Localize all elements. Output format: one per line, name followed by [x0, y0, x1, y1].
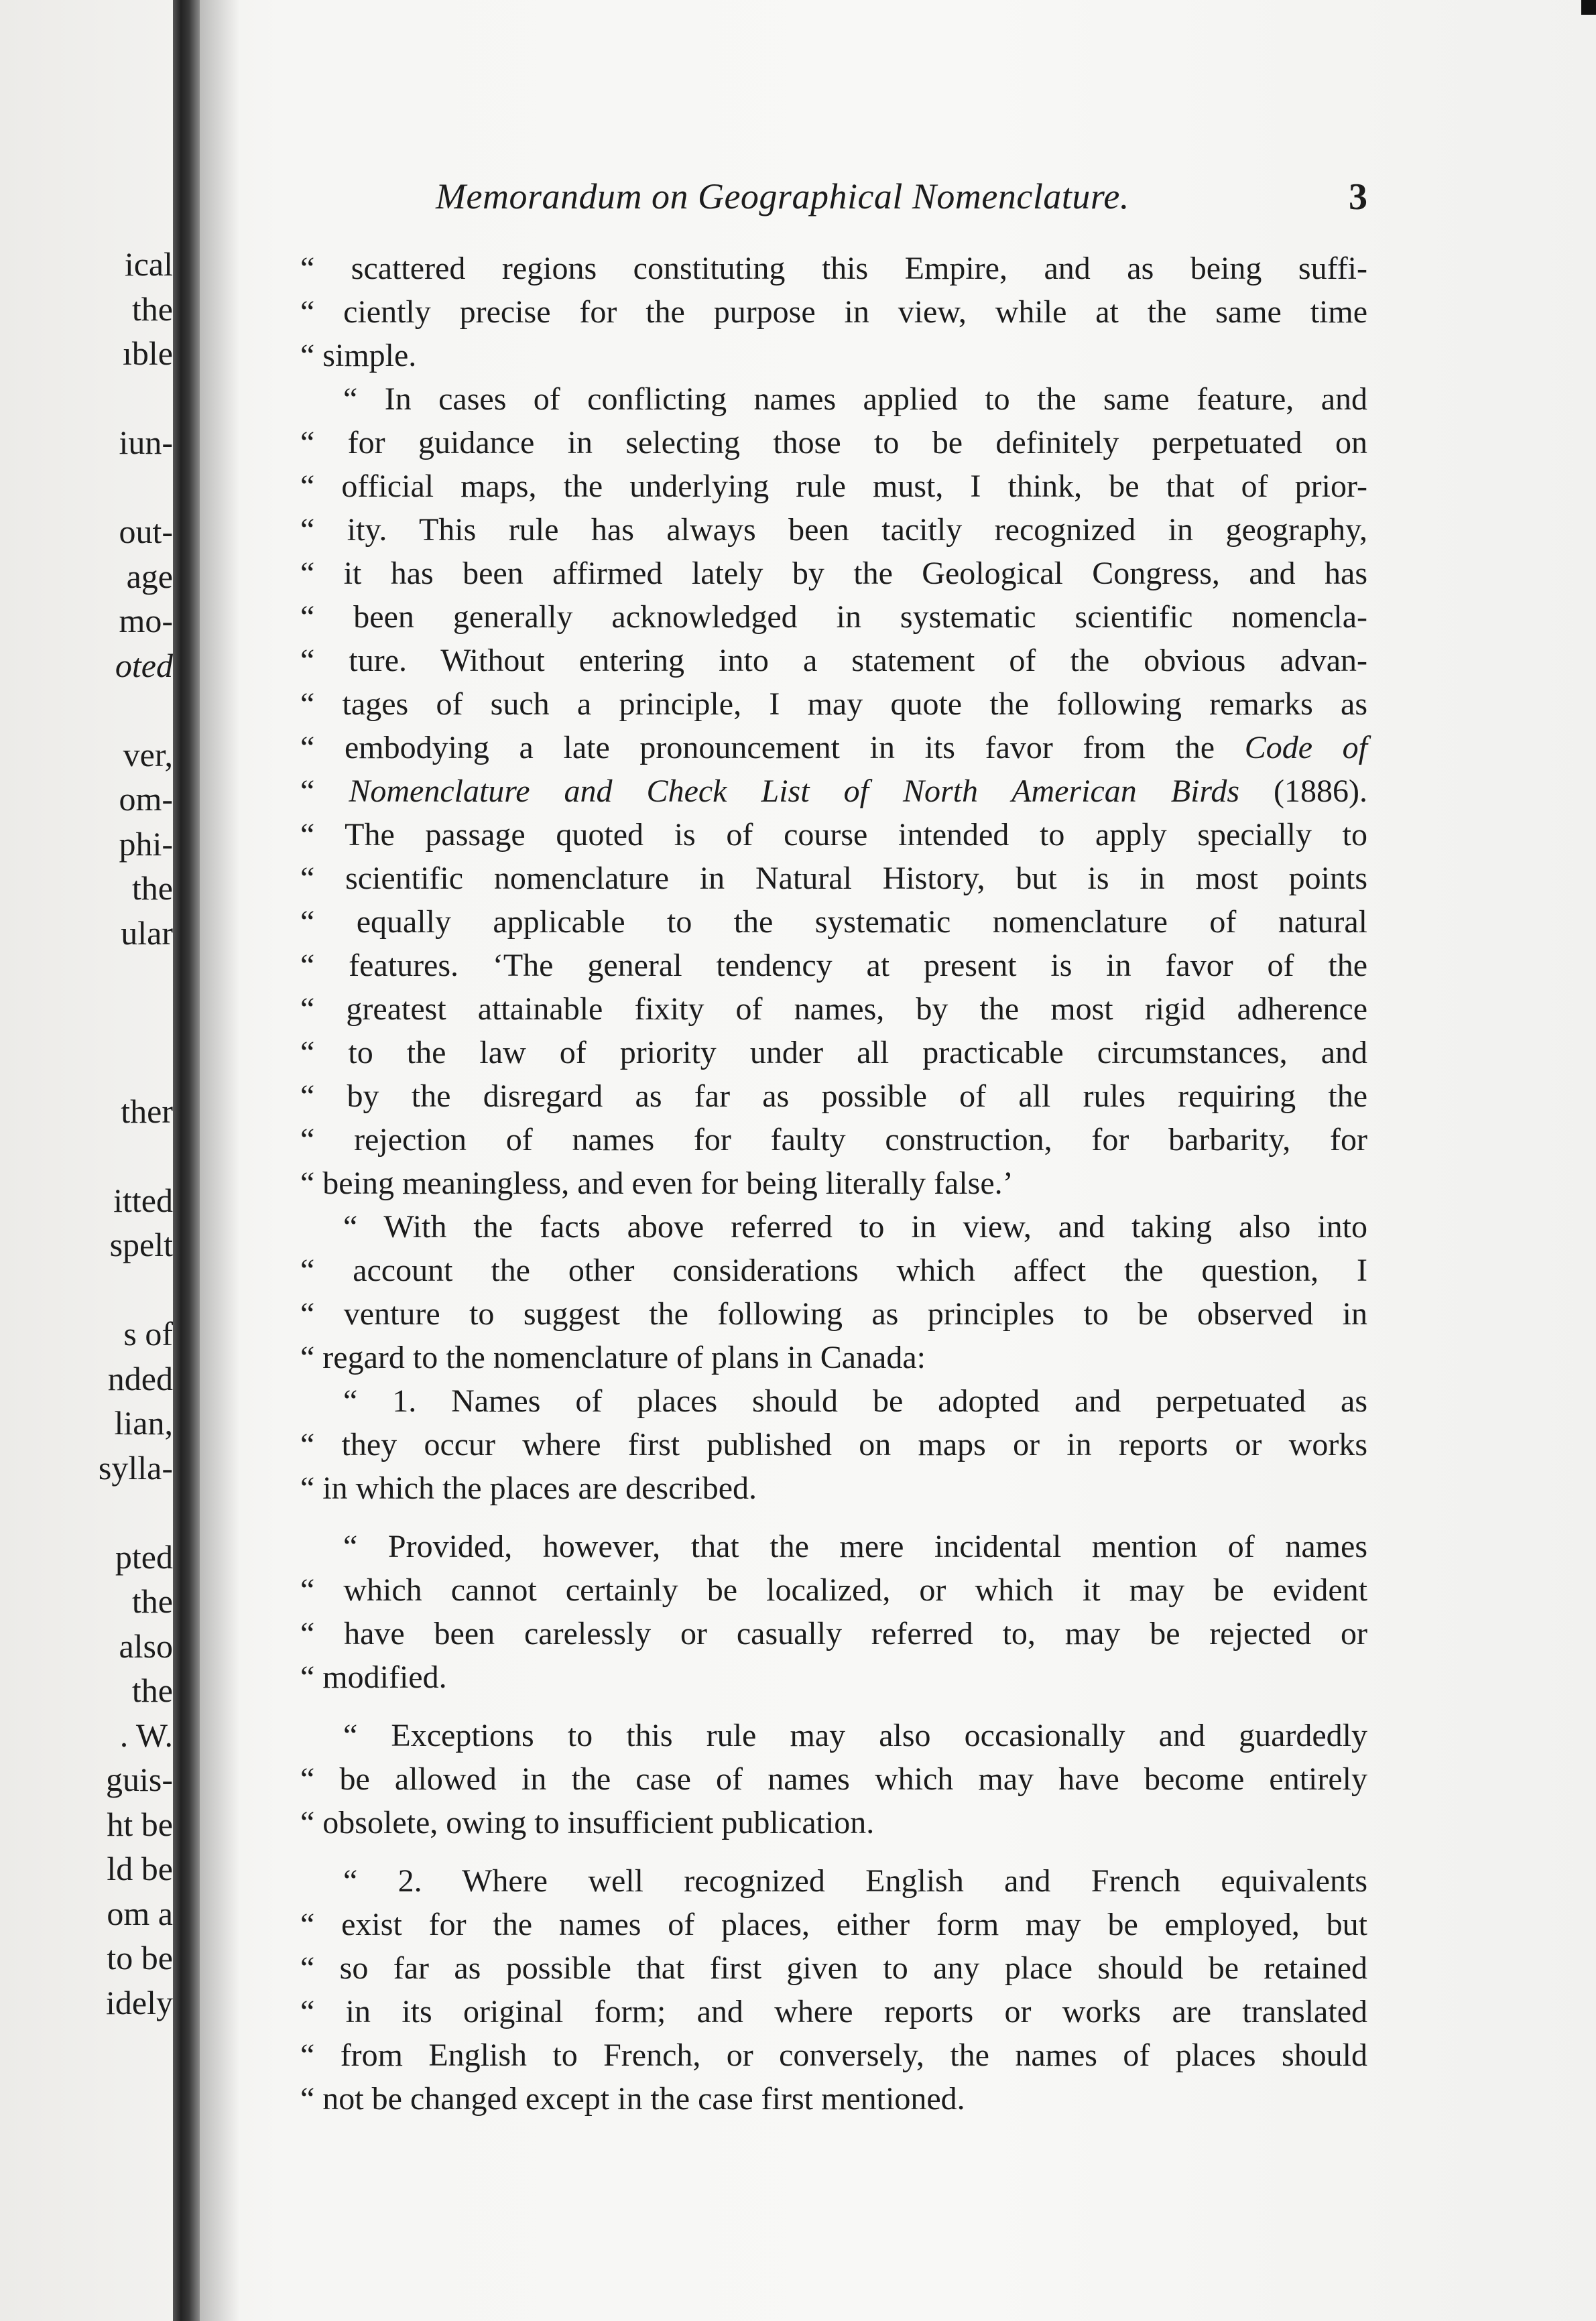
text-line: “ ture. Without entering into a statement of the obvious advan- — [300, 643, 1367, 678]
text-line: “ obsolete, owing to insufficient publication. — [300, 1805, 875, 1840]
text-line: “ venture to suggest the following as principles to be observed in — [300, 1296, 1367, 1332]
text-run: “ — [300, 773, 349, 809]
text-line: “ exist for the names of places, either form may be employed, but — [300, 1907, 1367, 1942]
facing-page-word: phi- — [119, 824, 173, 863]
page-number: 3 — [1349, 176, 1367, 218]
facing-page-word: itted — [113, 1181, 173, 1219]
facing-page-word: om- — [119, 780, 173, 818]
text-line: “ rejection of names for faulty construction, for barbarity, for — [300, 1122, 1367, 1157]
book-spine — [173, 0, 200, 2321]
text-line: “ simple. — [300, 338, 417, 373]
facing-page-word: guis- — [106, 1761, 173, 1798]
text-line: “ be allowed in the case of names which may have become entirely — [300, 1761, 1367, 1797]
text-line: “ ity. This rule has always been tacitly recognized in geography, — [300, 512, 1367, 548]
text-line: “ been generally acknowledged in systematic scientific nomencla- — [300, 599, 1367, 635]
text-line: “ they occur where first published on maps or in reports or works — [300, 1427, 1367, 1462]
facing-page-word: ht be — [107, 1805, 173, 1843]
facing-page-word: the — [131, 1582, 173, 1620]
spine-shadow — [200, 0, 240, 2321]
facing-page-word: age — [126, 557, 173, 595]
facing-page-word: to be — [107, 1939, 173, 1977]
text-line: “ ciently precise for the purpose in view, while at the same time — [300, 294, 1367, 330]
facing-page-word: out- — [119, 513, 173, 550]
text-line: “ being meaningless, and even for being literally false.’ — [300, 1166, 1014, 1201]
text-line: “ greatest attainable fixity of names, by the most rigid adherence — [300, 991, 1367, 1027]
facing-page-word: the — [131, 290, 173, 328]
text-line: “ account the other considerations which affect the question, I — [300, 1253, 1367, 1288]
text-line: “ scientific nomenclature in Natural History, but is in most points — [300, 861, 1367, 896]
facing-page-word: pted — [115, 1538, 173, 1576]
text-line: “ The passage quoted is of course intended to apply specially to — [300, 817, 1367, 853]
text-line: “ With the facts above referred to in view, and taking also into — [343, 1209, 1367, 1245]
body-text — [300, 247, 1367, 2121]
text-line: “ Provided, however, that the mere incidental mention of names — [343, 1529, 1367, 1564]
facing-page-word: also — [119, 1627, 173, 1665]
page-header — [436, 176, 1367, 229]
text-line: “ so far as possible that first given to any place should be retained — [300, 1950, 1367, 1986]
facing-page-fragment — [0, 0, 173, 2321]
facing-page-word: ıble — [123, 334, 173, 372]
text-line: “ scattered regions constituting this Empire, and as being suffi- — [300, 251, 1367, 286]
text-line: “ in which the places are described. — [300, 1470, 757, 1506]
text-line: “ tages of such a principle, I may quote the following remarks as — [300, 686, 1367, 722]
facing-page-word: ical — [124, 245, 173, 283]
facing-page-word: ld be — [107, 1850, 173, 1887]
facing-page-word: mo- — [119, 602, 173, 639]
text-line: “ which cannot certainly be localized, or which it may be evident — [300, 1572, 1367, 1608]
facing-page-word: iun- — [119, 424, 173, 461]
text-line: “ in its original form; and where reports or works are translated — [300, 1994, 1367, 2029]
text-line: “ not be changed except in the case first mentioned. — [300, 2081, 965, 2117]
facing-page-word: oted — [115, 646, 173, 684]
text-line: “ equally applicable to the systematic nomenclature of natural — [300, 904, 1367, 940]
text-line: “ 1. Names of places should be adopted and perpetuated as — [343, 1383, 1367, 1419]
facing-page-word: s of — [123, 1315, 173, 1353]
text-line: “ for guidance in selecting those to be definitely perpetuated on — [300, 425, 1367, 460]
text-line: “ modified. — [300, 1659, 447, 1695]
text-run: (1886). — [1239, 773, 1368, 809]
text-line — [300, 769, 1367, 813]
facing-page-word: ular — [121, 914, 173, 952]
facing-page-word: nded — [107, 1359, 173, 1397]
text-line: “ official maps, the underlying rule must, I think, be that of prior- — [300, 468, 1367, 504]
facing-page-word: idely — [106, 1983, 173, 2021]
facing-page-word: lian, — [114, 1404, 173, 1442]
text-line: “ features. ‘The general tendency at present is in favor of the — [300, 948, 1367, 983]
text-line: “ 2. Where well recognized English and French equivalents — [343, 1863, 1367, 1899]
text-line: “ to the law of priority under all practicable circumstances, and — [300, 1035, 1367, 1070]
italic-title: Nomenclature and Check List of North American Birds — [349, 773, 1240, 809]
text-run: “ embodying a late pronouncement in its favor from the — [300, 730, 1245, 765]
italic-title: Code of — [1244, 730, 1368, 765]
text-line: “ Exceptions to this rule may also occasionally and guardedly — [343, 1718, 1367, 1753]
text-line: “ have been carelessly or casually referred to, may be rejected or — [300, 1616, 1367, 1651]
facing-page-word: the — [131, 1672, 173, 1709]
text-line: “ In cases of conflicting names applied to the same feature, and — [343, 381, 1367, 417]
facing-page-word: the — [131, 869, 173, 907]
running-title: Memorandum on Geographical Nomenclature. — [436, 176, 1129, 216]
text-line — [300, 726, 1367, 769]
text-line: “ by the disregard as far as possible of all rules requiring the — [300, 1078, 1367, 1114]
facing-page-word: om a — [107, 1894, 173, 1932]
text-line: “ from English to French, or conversely, the names of places should — [300, 2037, 1367, 2073]
facing-page-word: spelt — [109, 1226, 173, 1263]
text-line: “ regard to the nomenclature of plans in Canada: — [300, 1340, 926, 1375]
facing-page-word: sylla- — [98, 1448, 173, 1487]
facing-page-word: ther — [121, 1092, 173, 1130]
facing-page-word: . W. — [119, 1716, 173, 1754]
scan-corner-mark — [1581, 0, 1596, 15]
facing-page-word: ver, — [123, 735, 173, 773]
text-line: “ it has been affirmed lately by the Geological Congress, and has — [300, 556, 1367, 591]
